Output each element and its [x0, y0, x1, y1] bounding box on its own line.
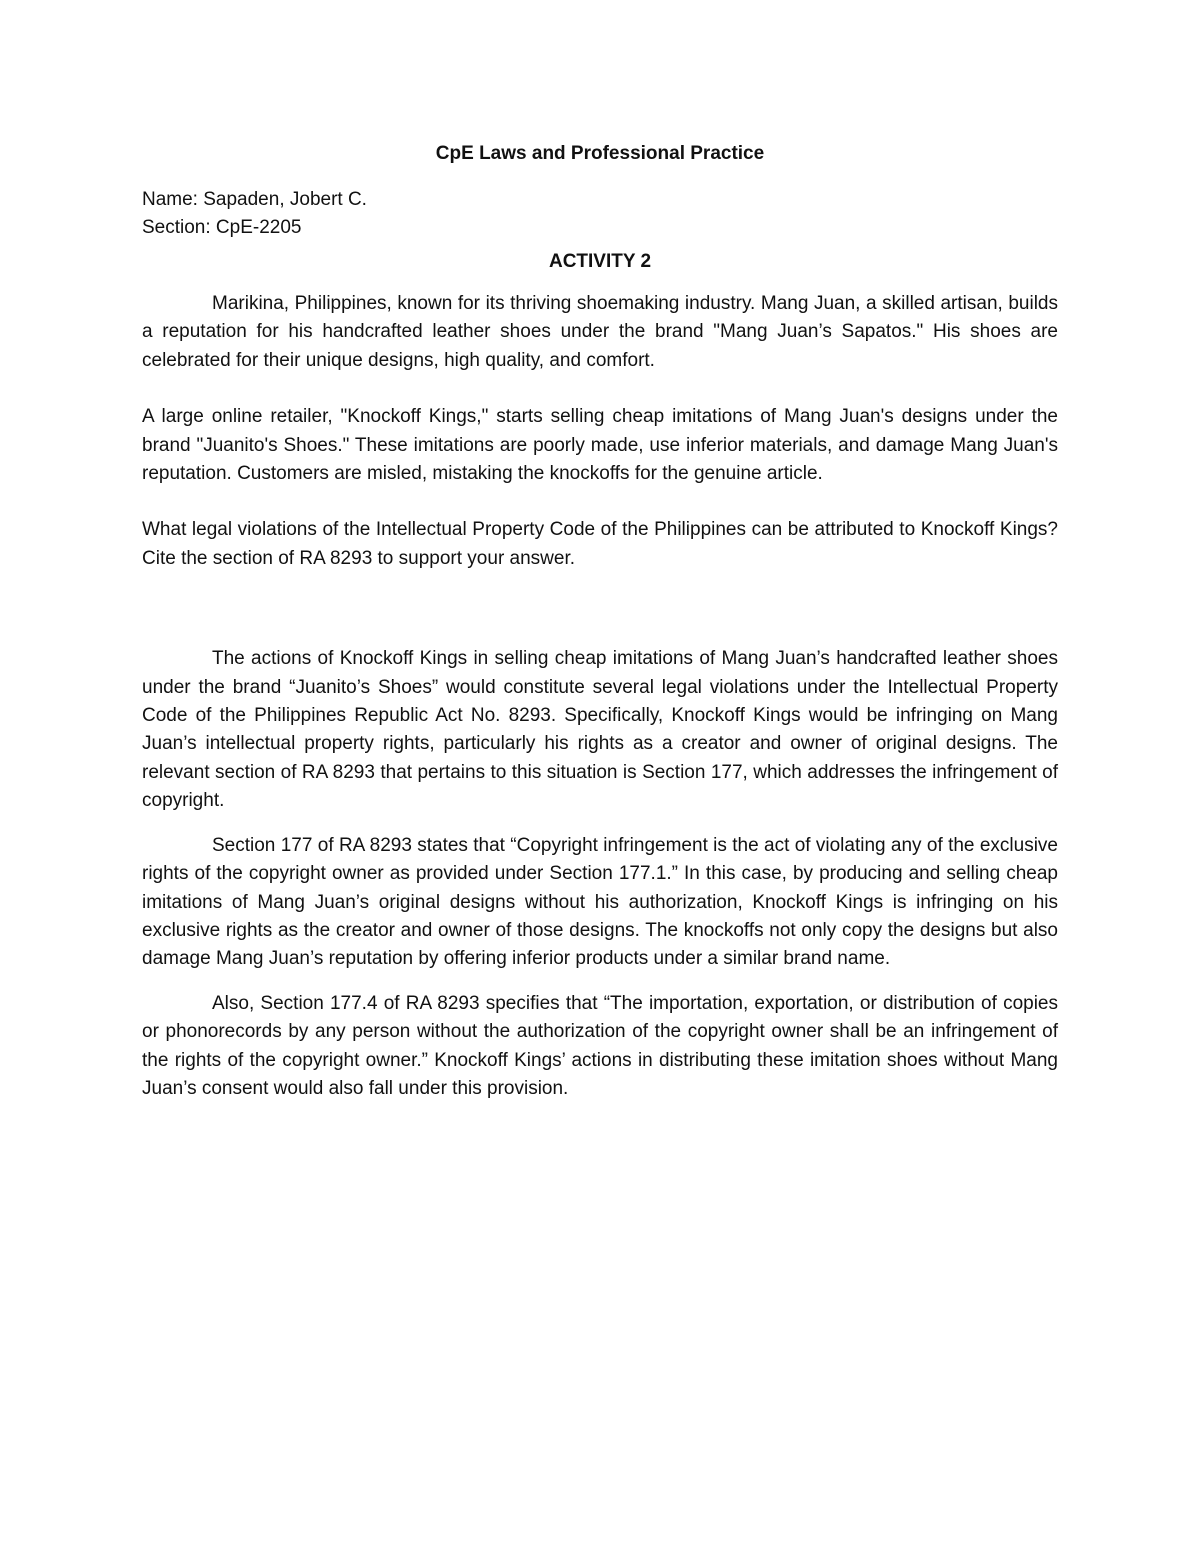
document-body [142, 140, 1058, 1103]
answer-paragraph-3: Also, Section 177.4 of RA 8293 specifies that “The importation, exportation, or distribution of copies or phonorecords by any person without the authorization of the copyright owner shall be an infringement of the rights of the copyright owner.” Knockoff Kings’ actions in distributing these imitation shoes without Mang Juan’s consent would also fall under this provision. [142, 992, 1058, 1099]
problem-question: What legal violations of the Intellectual Property Code of the Philippines can be attributed to Knockoff Kings? Cite the section of RA 8293 to support your answer. [142, 519, 1058, 569]
answer-paragraph-1: The actions of Knockoff Kings in selling cheap imitations of Mang Juan’s handcrafted leather shoes under the brand “Juanito’s Shoes” would constitute several legal violations under the Intellectual Property Code of the Philippines Republic Act No. 8293. Specifically, Knockoff Kings would be infringing on Mang Juan’s intellectual property rights, particularly his rights as a creator and owner of original designs. The relevant section of RA 8293 that pertains to this situation is Section 177, which addresses the infringement of copyright. [142, 648, 1058, 812]
activity-title: ACTIVITY 2 [548, 251, 652, 272]
answer-paragraph-2: Section 177 of RA 8293 states that “Copyright infringement is the act of violating any of the exclusive rights of the copyright owner as provided under Section 177.1.” In this case, by producing and selling cheap imitations of Mang Juan’s original designs without his authorization, Knockoff Kings is infringing on his exclusive rights as the creator and owner of those designs. The knockoffs not only copy the designs but also damage Mang Juan’s reputation by offering inferior products under a similar brand name. [142, 834, 1058, 970]
student-section: Section: CpE-2205 [142, 217, 302, 238]
student-name: Name: Sapaden, Jobert C. [142, 189, 367, 210]
problem-paragraph-2: A large online retailer, "Knockoff Kings," starts selling cheap imitations of Mang Juan's designs under the brand "Juanito's Shoes." These imitations are poorly made, use inferior materials, and damage Mang Juan's reputation. Customers are misled, mistaking the knockoffs for the genuine article. [142, 406, 1058, 485]
document-title: CpE Laws and Professional Practice [435, 143, 765, 164]
problem-paragraph-1: Marikina, Philippines, known for its thriving shoemaking industry. Mang Juan, a skilled artisan, builds a reputation for his handcrafted leather shoes under the brand "Mang Juan’s Sapatos." His shoes are celebrated for their unique designs, high quality, and comfort. [142, 293, 1058, 371]
